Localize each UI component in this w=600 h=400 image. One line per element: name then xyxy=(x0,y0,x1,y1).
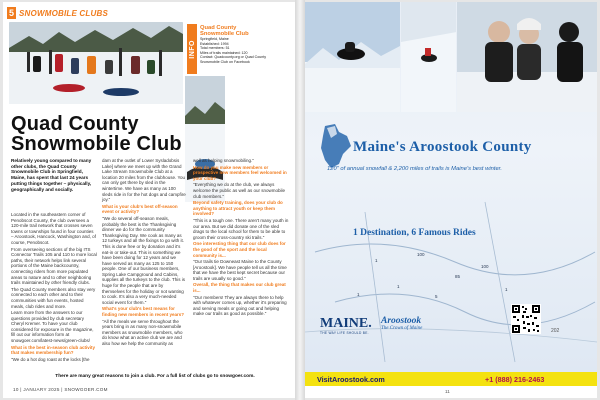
trail-number: 1 xyxy=(357,292,360,297)
question: How do you make new members or prospective new members feel welcomed in your club? xyxy=(193,164,287,181)
question: What is your club's best off-season event or activity? xyxy=(102,203,178,215)
question: Beyond safety training, does your club do anything to attract youth or keep them involved? xyxy=(193,200,283,217)
trail-number: 85 xyxy=(455,274,461,279)
article-title: Quad County Snowmobile Club xyxy=(11,113,182,155)
ad-subline: 120" of annual snowfall & 2,200 miles of trails is Maine's best winter. xyxy=(327,166,503,172)
question: What's your club's best means for finding new members in recent years? xyxy=(102,306,185,318)
paragraph: Located in the southeastern corner of Penobscot County, the club oversees a 120-mile trail network that crosses seven towns or townships found in four counties – Aroostook, Hancock, Washington and, of course, Penobscot. xyxy=(11,212,96,245)
question: One interesting thing that our club does for the good of the sport and the local community is... xyxy=(193,241,286,258)
trail-number: 100 xyxy=(417,252,425,257)
maine-logo: MAINE. xyxy=(320,316,372,331)
paragraph: "This is a tough one. There aren't many youth in our area. But we did donate one of the sled drags to the local school for them to be able to groom their cross-country ski trails." xyxy=(193,217,289,240)
qr-code-icon[interactable] xyxy=(511,304,541,334)
trail-number: 1 xyxy=(375,258,378,263)
article-column-3 xyxy=(193,158,289,318)
paragraph: dam at the outlet of Lower Sysladobsis Lake] where we meet up with the Grand Lake Stream Snowmobile Club at a location 20 miles from the clubhouse. You can only get there by sled in the wintertime. We have as many as 100 sleds ride in for the hot dogs and campfire joy." xyxy=(102,158,186,203)
section-tag xyxy=(7,7,108,19)
club-info-box xyxy=(187,24,293,74)
paragraph: "All the meals we serve throughout the years bring in as many non-snowmobile members as snowmobile members, who do know what an active club we are and also how we help the community as xyxy=(102,318,183,346)
trail-number: 100 xyxy=(481,264,489,269)
info-line: Established: 1994 xyxy=(200,41,229,46)
spine-gutter xyxy=(295,0,305,400)
info-line: Snowmobile Club on Facebook xyxy=(200,59,250,64)
riders-photo xyxy=(457,2,597,112)
maine-outline-icon xyxy=(317,124,353,170)
info-tag: INFO xyxy=(187,24,197,74)
right-page-ad xyxy=(305,2,597,398)
article-column-2 xyxy=(102,158,186,348)
page-folio-right: 11 xyxy=(445,389,450,394)
paragraph: Learn more from the answers to our questions provided by club secretary Cheryl Kremer. To have your club considered for exposure in the magazine, fill out our information form at snowgoer.com/latest-news/green-clubs/ xyxy=(11,310,94,344)
trail-number: 1 xyxy=(505,287,508,292)
section-number: 5 xyxy=(9,8,15,18)
info-line: Miles of trails maintained: 120 xyxy=(200,50,248,55)
ad-url-link[interactable]: VisitAroostook.com xyxy=(317,375,385,384)
snowmobiler-photo-2 xyxy=(401,2,457,112)
ad-photo-strip xyxy=(305,2,597,112)
paragraph: The Quad County members also stay very connected to each other and to their communities with fun events, hosted meals, club rides and more. xyxy=(11,286,96,309)
paragraph: "We do several off-season meals, probably the best is the Thanksgiving dinner we do for the community Thanksgiving Day. We cook as many as 12 turkeys and all the fixings to go with it. This is done free or by donation and it's eat-in or take-out. This is something we have been doing for 12 years and we have served as many as 125 to 150 people. One of our business members, Spring Lake Campground and Cabins, supplies all the turkeys to the club. This is huge for the people that are by themselves for the holiday or not wanting to cook. It's also a very much-needed social event for them." xyxy=(102,215,185,305)
aroostook-tagline: The Crown of Maine xyxy=(381,326,423,331)
trail-map xyxy=(305,192,597,372)
article-column-1 xyxy=(11,212,97,363)
info-line: Contact: Quadcounty.org or Quad County xyxy=(200,55,267,60)
section-label: SNOWMOBILE CLUBS xyxy=(19,8,108,18)
paragraph: "Our members! They are always there to help with whatever comes up, whether it's preparing and serving meals or going out and helping make our trails as good as possible." xyxy=(193,294,287,317)
paragraph: "Our trails tie Downeast Maine to the County [Aroostook]. We have people tell us all the time that we have the best kept secret because our trails are usually so good." xyxy=(193,259,287,281)
left-page xyxy=(3,2,295,398)
aroostook-name: Aroostook xyxy=(381,316,422,326)
page-code: 202 xyxy=(551,328,560,334)
trail-number: 5 xyxy=(435,294,438,299)
club-gathering-photo xyxy=(9,22,183,104)
ad-headline: Maine's Aroostook County xyxy=(353,139,532,155)
page-folio: 10 | JANUARY 2025 | SNOWGOER.COM xyxy=(13,387,108,392)
maine-tagline: THE WAY LIFE SHOULD BE. xyxy=(320,331,369,335)
info-line: Total members: 51 xyxy=(200,46,230,51)
paragraph: "Everything we do at the club, we always welcome the public as well as our snowmobile club members." xyxy=(193,182,286,199)
info-title-line2: Snowmobile Club xyxy=(200,31,249,37)
footer-caption: There are many great reasons to join a club. For a full list of clubs go to snowgoer.com. xyxy=(55,374,255,379)
info-line: Springfield, Maine xyxy=(200,37,229,41)
question: Overall, the thing that makes our club great is... xyxy=(193,282,286,294)
paragraph: From overseeing sections of the big ITS Connector Trails 105 and 110 to more local paths, their network helps link several portions of the Maine backcountry, connecting riders from more populated areas to nature and to other neighboring trails maintained by other friendly clubs. xyxy=(11,246,97,286)
ad-destinations: 1 Destination, 6 Famous Rides xyxy=(353,228,476,238)
paragraph: well as helping snowmobiling." xyxy=(193,158,254,163)
paragraph: "We do a hot dog roast at the locks [the xyxy=(11,356,90,362)
article-lead: Relatively young compared to many other clubs, the Quad County Snowmobile Club in Springfield, Maine, has spent that last 24 years putting things together – physically, geographically and socially. xyxy=(11,158,92,192)
info-title-line1: Quad County xyxy=(200,25,237,31)
trail-number: 1 xyxy=(397,284,400,289)
question: What is the best in-season club activity that makes membership fun? xyxy=(11,344,96,356)
aroostook-logo xyxy=(381,316,451,338)
ad-phone-number[interactable]: +1 (888) 216-2463 xyxy=(485,375,545,384)
snowmobiler-photo-1 xyxy=(305,2,400,112)
